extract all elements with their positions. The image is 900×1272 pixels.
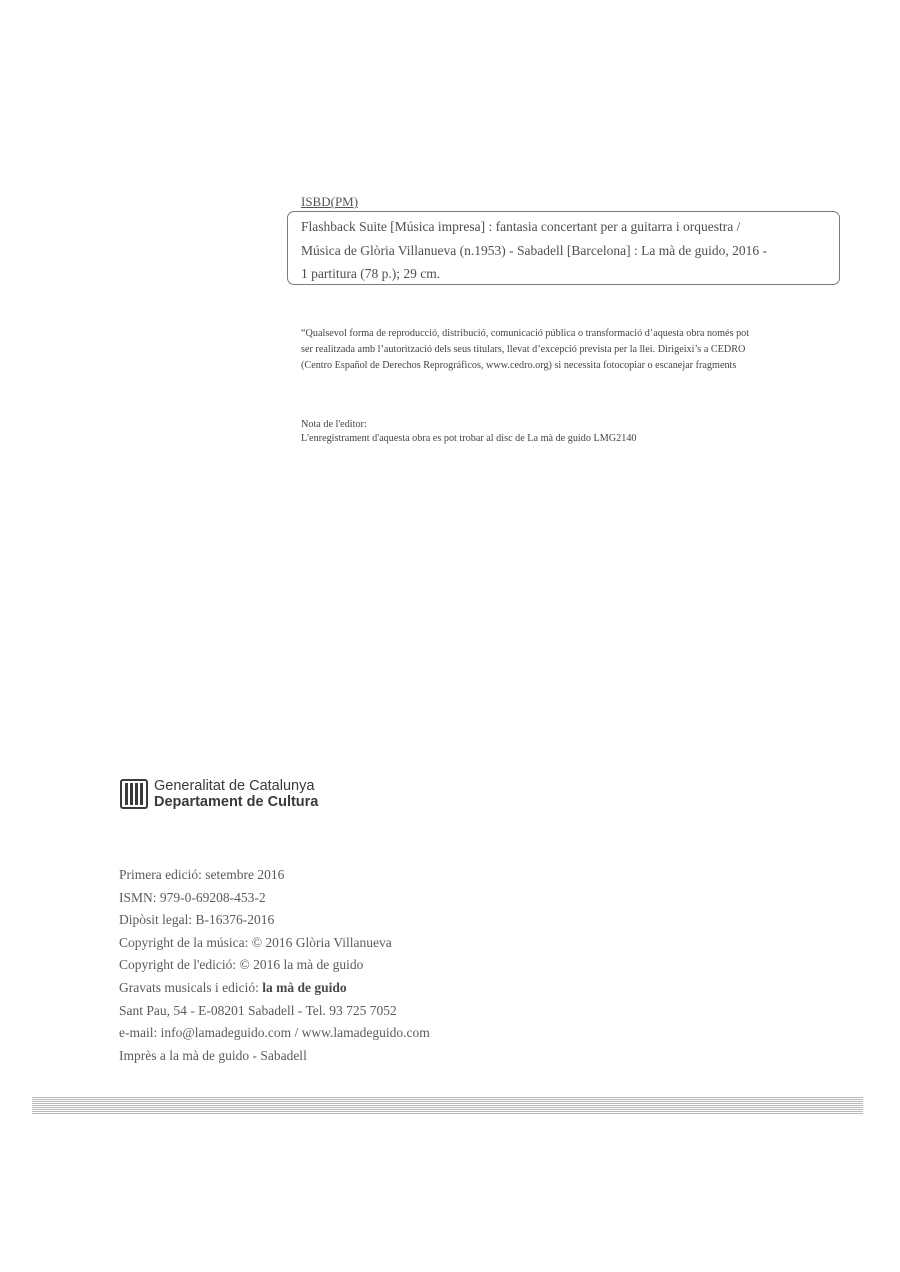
engraving-publisher: la mà de guido <box>262 979 347 995</box>
engraving-credit <box>119 977 430 1000</box>
isbd-label: ISBD(PM) <box>301 194 359 209</box>
music-copyright: Copyright de la música: © 2016 Glòria Villanueva <box>119 934 392 950</box>
decorative-rule-band <box>32 1097 863 1114</box>
publisher-address: Sant Pau, 54 - E-08201 Sabadell - Tel. 93 725 7052 <box>119 1002 397 1018</box>
legal-deposit: Dipòsit legal: B-16376-2016 <box>119 912 275 928</box>
generalitat-logo <box>120 778 318 810</box>
rights-line: “Qualsevol forma de reproducció, distribució, comunicació pública o transformació d’aquesta obra només pot <box>301 328 750 339</box>
rights-notice <box>301 326 841 374</box>
first-edition: Primera edició: setembre 2016 <box>119 867 285 882</box>
publisher-contact: e-mail: info@lamadeguido.com / www.lamadeguido.com <box>119 1025 430 1041</box>
logo-text <box>154 778 318 810</box>
generalitat-emblem-icon <box>120 779 148 809</box>
isbd-line: Música de Glòria Villanueva (n.1953) - Sabadell [Barcelona] : La mà de guido, 2016 - <box>301 242 768 258</box>
isbd-line: 1 partitura (78 p.); 29 cm. <box>301 266 441 281</box>
editor-note <box>301 418 637 446</box>
engraving-prefix: Gravats musicals i edició: <box>119 979 263 995</box>
logo-department-name: Departament de Cultura <box>154 794 319 810</box>
rights-line: (Centro Español de Derechos Reprográficos, www.cedro.org) si necessita fotocopiar o escanejar fragments <box>301 360 737 371</box>
isbd-line: Flashback Suite [Música impresa] : fantasia concertant per a guitarra i orquestra / <box>301 219 741 234</box>
ismn: ISMN: 979-0-69208-453-2 <box>119 889 266 905</box>
edition-copyright: Copyright de l'edició: © 2016 la mà de guido <box>119 957 364 973</box>
rights-line: ser realitzada amb l’autorització dels seus titulars, llevat d’excepció prevista per la llei. Dirigeixi’s a CEDRO <box>301 344 746 355</box>
logo-government-name: Generalitat de Catalunya <box>154 778 315 794</box>
editor-note-title: Nota de l'editor: <box>301 419 367 430</box>
colophon <box>119 864 430 1067</box>
isbd-record-box <box>287 211 840 285</box>
editor-note-text: L'enregistrament d'aquesta obra es pot trobar al disc de La mà de guido LMG2140 <box>301 433 637 444</box>
printed-by: Imprès a la mà de guido - Sabadell <box>119 1047 307 1063</box>
